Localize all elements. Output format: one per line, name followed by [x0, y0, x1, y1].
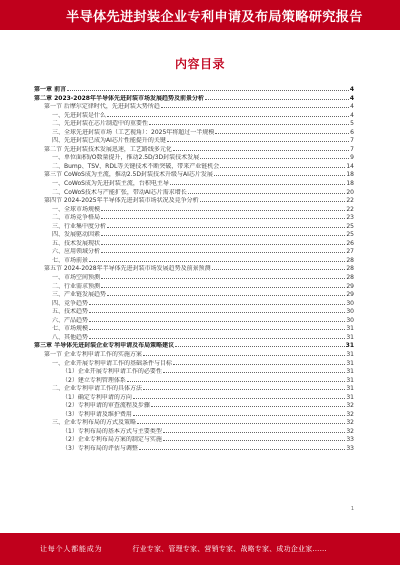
- toc-entry-page: 31: [346, 350, 354, 358]
- toc-entry[interactable]: [34, 367, 354, 376]
- toc-entry-text: 三、行业集中度分析: [52, 222, 107, 230]
- toc-entry-text: 三、产业链发展趋势: [52, 291, 107, 299]
- toc-leader-dots: [101, 205, 345, 211]
- toc-leader-dots: [175, 341, 345, 347]
- toc-entry-page: 25: [346, 231, 354, 239]
- toc-entry-text: （3）专利布局的评估与调整: [62, 444, 138, 452]
- toc-leader-dots: [89, 256, 345, 262]
- toc-entry[interactable]: [34, 427, 354, 436]
- toc-entry[interactable]: [34, 282, 354, 291]
- toc-entry-text: 五、技术趋势: [52, 308, 89, 316]
- toc-entry[interactable]: [34, 162, 354, 171]
- toc-entry-text: 六、产品趋势: [52, 316, 89, 324]
- toc-entry[interactable]: [34, 359, 354, 368]
- toc-entry-page: 18: [346, 171, 354, 179]
- toc-entry[interactable]: [34, 170, 354, 179]
- toc-entry-page: 31: [346, 385, 354, 393]
- toc-entry-text: 二、CoWoS技术与产能扩张，带动AI芯片需求增长: [52, 188, 187, 196]
- toc-leader-dots: [67, 85, 349, 91]
- toc-leader-dots: [205, 94, 349, 100]
- toc-entry[interactable]: [34, 273, 354, 282]
- toc-entry-text: 第二章 2023-2028年半导体先进封装市场发展趋势及前景分析: [34, 94, 204, 102]
- toc-entry[interactable]: [34, 136, 354, 145]
- toc-leader-dots: [137, 418, 345, 424]
- toc-entry-page: 30: [346, 308, 354, 316]
- toc-entry-page: 31: [346, 376, 354, 384]
- page-number: 1: [350, 506, 354, 512]
- toc-entry[interactable]: [34, 145, 354, 154]
- toc-entry[interactable]: [34, 196, 354, 205]
- toc-leader-dots: [214, 170, 345, 176]
- toc-entry-page: 7: [350, 145, 354, 153]
- toc-entry-text: 一、全球市场规模: [52, 205, 101, 213]
- toc-entry[interactable]: [34, 410, 354, 419]
- toc-entry-page: 28: [346, 274, 354, 282]
- toc-heading: 内容目录: [174, 57, 225, 71]
- toc-leader-dots: [163, 435, 346, 441]
- toc-leader-dots: [212, 264, 346, 270]
- toc-entry-text: 一、CoWoS成为先进封装主流，台积电主导: [52, 180, 169, 188]
- toc-leader-dots: [101, 239, 345, 245]
- toc-leader-dots: [133, 410, 346, 416]
- toc-entry-text: 二、Bump、TSV、RDL等关键技术不断突破，带来产业链机会: [52, 162, 220, 170]
- toc-leader-dots: [127, 376, 346, 382]
- toc-entry[interactable]: [34, 256, 354, 265]
- toc-leader-dots: [215, 128, 349, 134]
- toc-entry-page: 14: [346, 162, 354, 170]
- toc-entry-page: 23: [346, 214, 354, 222]
- toc-entry-page: 32: [346, 427, 354, 435]
- toc-entry-page: 9: [350, 154, 354, 162]
- toc-entry-text: 第一节 后摩尔定律时代，先进封装大势所趋: [44, 103, 160, 111]
- toc-entry-page: 33: [346, 436, 354, 444]
- toc-entry-page: 31: [346, 393, 354, 401]
- toc-entry[interactable]: [34, 230, 354, 239]
- toc-entry-text: 第一章 前言: [34, 86, 67, 93]
- toc-leader-dots: [149, 119, 349, 125]
- toc-entry-text: 第四节 2024-2025年半导体先进封装市场状况及竞争分析: [44, 197, 199, 205]
- toc-leader-dots: [89, 316, 345, 322]
- toc-entry[interactable]: [34, 333, 354, 342]
- toc-entry-text: 第三章 半导体先进封装企业专利申请及布局策略建议: [34, 342, 175, 350]
- toc-leader-dots: [170, 179, 345, 185]
- table-of-contents: [34, 85, 354, 453]
- toc-entry-page: 33: [346, 444, 354, 452]
- toc-leader-dots: [163, 367, 346, 373]
- toc-entry-text: 二、先进封装在芯片制造中的重要性: [52, 120, 149, 128]
- toc-entry[interactable]: [34, 179, 354, 188]
- toc-entry-text: 一、企业开展专利申请工作的基础条件与目标: [52, 359, 173, 367]
- toc-entry-page: 22: [346, 205, 354, 213]
- toc-entry-page: 22: [346, 197, 354, 205]
- toc-entry-text: （2）建立专利管理体系: [62, 376, 126, 384]
- toc-entry-text: （2）企业专利布局方案的制定与实施: [62, 436, 162, 444]
- toc-entry-page: 30: [346, 299, 354, 307]
- toc-entry[interactable]: [34, 94, 354, 103]
- toc-entry-page: 29: [346, 291, 354, 299]
- toc-entry-page: 32: [346, 402, 354, 410]
- toc-leader-dots: [101, 282, 345, 288]
- toc-leader-dots: [143, 350, 345, 356]
- toc-entry-text: （1）企业开展专利申请工作的必要性: [62, 368, 162, 376]
- toc-entry-page: 20: [346, 188, 354, 196]
- toc-entry[interactable]: [34, 239, 354, 248]
- footer-slogan: 让每个人都能成为: [40, 545, 103, 553]
- toc-entry-text: （3）专利申请及维护费用: [62, 410, 132, 418]
- toc-leader-dots: [101, 213, 345, 219]
- toc-entry[interactable]: [34, 444, 354, 453]
- toc-entry-page: 31: [346, 368, 354, 376]
- toc-leader-dots: [107, 111, 349, 117]
- toc-leader-dots: [220, 162, 345, 168]
- toc-entry[interactable]: [34, 213, 354, 222]
- toc-entry[interactable]: [34, 384, 354, 393]
- toc-entry[interactable]: [34, 128, 354, 137]
- toc-leader-dots: [151, 401, 346, 407]
- toc-entry-text: 二、行业需求预测: [52, 282, 101, 290]
- toc-leader-dots: [89, 307, 345, 313]
- toc-entry[interactable]: [34, 435, 354, 444]
- toc-entry[interactable]: [34, 119, 354, 128]
- toc-entry-text: 第一节 企业专利申请工作的实施方案: [44, 350, 142, 358]
- toc-entry[interactable]: [34, 307, 354, 316]
- toc-entry-page: 28: [346, 256, 354, 264]
- toc-entry-text: （2）专利申请的审查流程及步骤: [62, 402, 150, 410]
- toc-leader-dots: [173, 145, 349, 151]
- toc-leader-dots: [188, 188, 346, 194]
- toc-entry[interactable]: [34, 111, 354, 120]
- footer-roles: 行业专家、管理专家、营销专家、战略专家、成功企业家……: [132, 545, 327, 553]
- toc-entry-page: 4: [349, 86, 354, 93]
- toc-entry-page: 18: [346, 180, 354, 188]
- toc-entry-text: 二、企业专利申请工作的具体方法: [52, 385, 143, 393]
- toc-entry-text: 七、市场前景: [52, 256, 89, 264]
- toc-entry-page: 32: [346, 419, 354, 427]
- toc-entry[interactable]: [34, 222, 354, 231]
- toc-entry[interactable]: [34, 324, 354, 333]
- toc-leader-dots: [89, 324, 345, 330]
- toc-entry-page: 26: [346, 239, 354, 247]
- toc-entry-text: 一、先进封装是什么: [52, 111, 107, 119]
- toc-entry[interactable]: [34, 299, 354, 308]
- toc-entry-text: 六、应用领域分析: [52, 248, 101, 256]
- header-banner: [0, 0, 400, 30]
- toc-entry-page: 4: [350, 111, 354, 119]
- toc-entry-page: 31: [345, 342, 354, 350]
- toc-entry-text: 三、全球先进封装市场（工艺视角）：2025年将超过一半规模: [52, 128, 215, 136]
- toc-leader-dots: [107, 222, 345, 228]
- toc-entry-page: 30: [346, 316, 354, 324]
- toc-entry-text: （1）专利布局的基本方式与主要类型: [62, 427, 162, 435]
- toc-leader-dots: [200, 153, 349, 159]
- toc-entry-page: 31: [346, 359, 354, 367]
- report-title: 半导体先进封装企业专利申请及布局策略研究报告: [66, 9, 363, 25]
- toc-entry-page: 28: [346, 265, 354, 273]
- toc-leader-dots: [89, 299, 345, 305]
- toc-entry-text: 第五节 2024-2028年半导体先进封装市场发展趋势及前景预测: [44, 265, 211, 273]
- toc-leader-dots: [139, 444, 346, 450]
- toc-entry-text: 四、先进封装已成为AI芯片性能提升的关键: [52, 137, 166, 145]
- toc-entry-page: 27: [346, 248, 354, 256]
- toc-entry-page: 4: [350, 103, 354, 111]
- toc-entry[interactable]: [34, 264, 354, 273]
- toc-leader-dots: [143, 384, 345, 390]
- toc-entry-page: 32: [346, 410, 354, 418]
- toc-entry-page: 7: [350, 137, 354, 145]
- toc-entry-page: 6: [350, 128, 354, 136]
- toc-leader-dots: [101, 247, 345, 253]
- toc-entry[interactable]: [34, 350, 354, 359]
- toc-entry-page: 4: [349, 94, 354, 102]
- toc-entry-text: 一、单位面积I/O数量提升，推动2.5D/3D封装技术发展: [52, 154, 200, 162]
- toc-entry-page: 25: [346, 222, 354, 230]
- toc-entry-text: 七、市场规模: [52, 325, 89, 333]
- toc-entry-text: 四、竞争趋势: [52, 299, 89, 307]
- toc-leader-dots: [163, 427, 346, 433]
- toc-leader-dots: [161, 102, 349, 108]
- toc-entry[interactable]: [34, 153, 354, 162]
- toc-entry[interactable]: [34, 418, 354, 427]
- toc-entry[interactable]: [34, 290, 354, 299]
- toc-entry-page: 5: [350, 120, 354, 128]
- toc-leader-dots: [173, 359, 345, 365]
- toc-entry[interactable]: [34, 188, 354, 197]
- toc-entry[interactable]: [34, 401, 354, 410]
- toc-entry-text: 一、市场空间预测: [52, 274, 101, 282]
- toc-entry[interactable]: [34, 376, 354, 385]
- toc-entry[interactable]: [34, 102, 354, 111]
- toc-entry[interactable]: [34, 85, 354, 94]
- toc-entry-text: 八、其他趋势: [52, 333, 89, 341]
- toc-leader-dots: [101, 273, 345, 279]
- toc-entry-text: 第三节 CoWoS成为主流，推动2.5D封装技术升级与AI芯片发展: [44, 171, 213, 179]
- footer-banner: [0, 533, 400, 565]
- toc-entry[interactable]: [34, 247, 354, 256]
- toc-entry-text: 二、市场竞争格局: [52, 214, 101, 222]
- toc-entry-page: 31: [346, 333, 354, 341]
- toc-leader-dots: [101, 230, 345, 236]
- toc-entry-page: 31: [346, 325, 354, 333]
- toc-leader-dots: [107, 290, 345, 296]
- toc-entry-text: （1）确定专利申请的方向: [62, 393, 132, 401]
- toc-leader-dots: [200, 196, 346, 202]
- toc-leader-dots: [89, 333, 345, 339]
- toc-entry-page: 29: [346, 282, 354, 290]
- toc-entry[interactable]: [34, 393, 354, 402]
- toc-leader-dots: [133, 393, 346, 399]
- toc-entry-text: 五、技术发展现状: [52, 239, 101, 247]
- toc-entry-text: 三、企业专利布局的方式及策略: [52, 419, 137, 427]
- toc-leader-dots: [167, 136, 349, 142]
- toc-entry[interactable]: [34, 341, 354, 350]
- toc-entry[interactable]: [34, 316, 354, 325]
- toc-entry-text: 四、发展驱动因素: [52, 231, 101, 239]
- toc-entry-text: 第二节 先进封装技术发展迅速，工艺路线多元化: [44, 145, 172, 153]
- toc-entry[interactable]: [34, 205, 354, 214]
